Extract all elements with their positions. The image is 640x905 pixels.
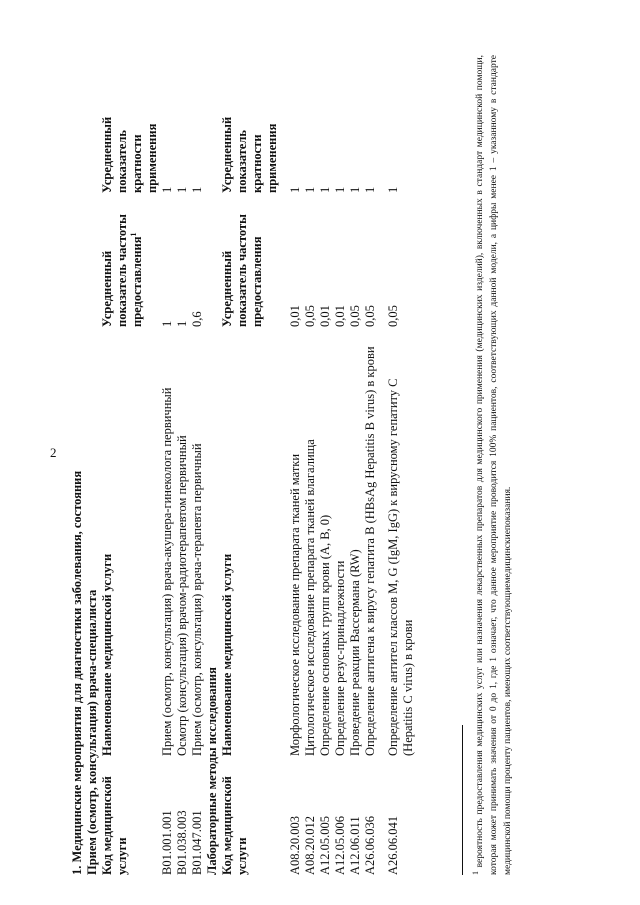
table-row — [318, 79, 333, 875]
block1-subtitle: Прием (осмотр, консультация) врача-специалиста — [85, 589, 99, 875]
table-row — [160, 79, 175, 875]
row-code: A26.06.041 — [386, 815, 400, 875]
laboratory-table — [220, 79, 416, 875]
row-code: A12.06.011 — [348, 816, 362, 875]
header-name: Наименование медицинской услуги — [100, 553, 114, 756]
header-code: Код медицинской услуги — [100, 776, 129, 875]
block2-subtitle: Лабораторные методы исследования — [205, 667, 219, 875]
row-code: B01.001.001 — [160, 810, 174, 875]
row-multiplicity: 1 — [386, 186, 400, 193]
footnote-rule — [462, 725, 463, 875]
row-name: Определение резус-принадлежности — [333, 560, 347, 756]
row-name: Прием (осмотр, консультация) врача-акушера-гинеколога первичный — [160, 387, 174, 756]
footnote-text: вероятность предоставления медицинских услуг или назначения лекарственных препаратов для медицинского применения (медицинских изделий), включенных в стандарт медицинской помощи, которая может принимать значения от 0 до 1, где 1 означает, что данное мероприятие проводится 100% пациентов, соответствующих данной модели, а цифры менее 1 – указанному в стандарте медицинской помощи проценту пациентов, имеющих соответствующиемедицинскиепоказания. — [475, 54, 513, 875]
row-code: A26.06.036 — [363, 815, 377, 875]
header-name: Наименование медицинской услуги — [220, 553, 234, 756]
row-name: Определение основных групп крови (A, B, 0) — [318, 514, 332, 756]
table-row — [175, 79, 190, 875]
row-code: B01.047.001 — [190, 810, 204, 875]
row-code: A12.05.005 — [318, 815, 332, 875]
row-name: Цитологическое исследование препарата тканей влагалища — [303, 439, 317, 756]
row-multiplicity: 1 — [190, 186, 204, 193]
footnote — [470, 54, 515, 875]
row-multiplicity: 1 — [175, 186, 189, 193]
row-code: A08.20.003 — [288, 815, 302, 875]
row-frequency: 1 — [175, 320, 189, 327]
row-name: Морфологическое исследование препарата тканей матки — [288, 453, 302, 756]
footnote-marker: 1 — [470, 871, 480, 875]
table-row — [386, 79, 416, 875]
row-multiplicity: 1 — [303, 186, 317, 193]
row-frequency: 0,05 — [363, 305, 377, 327]
row-name: Проведение реакции Вассермана (RW) — [348, 549, 362, 756]
row-name: Осмотр (консультация) врачом-радиотерапевтом первичный — [175, 435, 189, 756]
row-frequency: 0,01 — [333, 305, 347, 327]
row-frequency: 0,05 — [348, 305, 362, 327]
row-frequency: 0,01 — [318, 305, 332, 327]
row-multiplicity: 1 — [160, 186, 174, 193]
row-code: A08.20.012 — [303, 815, 317, 875]
table-row — [288, 79, 303, 875]
row-multiplicity: 1 — [333, 186, 347, 193]
header-frequency: Усредненный показатель частоты предоставления$^1$ — [100, 214, 144, 327]
table-row — [348, 79, 363, 875]
table-row — [333, 79, 348, 875]
row-name: Прием (осмотр, консультация) врача-терапевта первичный — [190, 443, 204, 756]
table-row — [303, 79, 318, 875]
row-frequency: 0,6 — [190, 311, 204, 327]
row-code: B01.038.003 — [175, 810, 189, 875]
rotated-page-content — [70, 45, 590, 875]
header-code: Код медицинской услуги — [220, 776, 249, 875]
header-multiplicity: Усредненный показатель кратности применения — [220, 116, 279, 193]
row-frequency: 1 — [160, 320, 174, 327]
row-name: Определение антигена к вирусу гепатита B (HBsAg Hepatitis B virus) в крови — [363, 346, 377, 756]
header-multiplicity: Усредненный показатель кратности применения — [100, 116, 159, 193]
row-multiplicity: 1 — [318, 186, 332, 193]
table-header-row — [100, 79, 160, 875]
row-frequency: 0,05 — [303, 305, 317, 327]
row-multiplicity: 1 — [348, 186, 362, 193]
header-frequency: Усредненный показатель частоты предоставления — [220, 214, 264, 327]
row-frequency: 0,01 — [288, 305, 302, 327]
table-row — [363, 79, 378, 875]
footnote-marker: 1 — [128, 232, 138, 237]
page-number: 2 — [50, 445, 57, 460]
consultations-table — [100, 79, 205, 875]
row-frequency: 0,05 — [386, 305, 400, 327]
section-title: 1. Медицинские мероприятия для диагностики заболевания, состояния — [70, 470, 84, 875]
row-name: Определение антител классов M, G (IgM, IgG) к вирусному гепатиту C (Hepatitis C virus) в крови — [386, 378, 415, 756]
row-code: A12.05.006 — [333, 815, 347, 875]
table-header-row — [220, 79, 280, 875]
row-multiplicity: 1 — [363, 186, 377, 193]
row-multiplicity: 1 — [288, 186, 302, 193]
table-row — [190, 79, 205, 875]
